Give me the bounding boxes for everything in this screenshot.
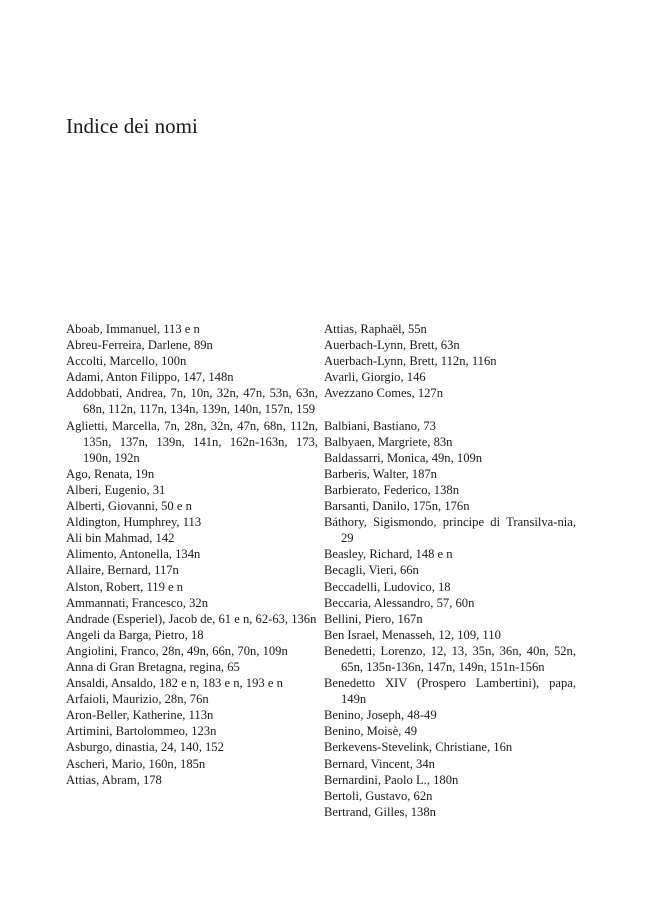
index-entry: Angeli da Barga, Pietro, 18 (66, 627, 204, 642)
index-entry: Becagli, Vieri, 66n (324, 563, 419, 578)
index-entry: Barbierato, Federico, 138n (324, 482, 459, 497)
index-entry: Benino, Moisè, 49 (324, 724, 418, 739)
index-entry: Allaire, Bernard, 117n (66, 563, 179, 578)
index-entry: Alberti, Giovanni, 50 e n (66, 499, 192, 514)
index-entry: Bellini, Piero, 167n (324, 611, 423, 626)
index-entry: Ansaldi, Ansaldo, 182 e n, 183 e n, 193 e n (66, 676, 283, 691)
index-entry: Arfaioli, Maurizio, 28n, 76n (66, 692, 209, 707)
index-entry: Balbiani, Bastiano, 73 (324, 418, 436, 433)
index-entry: Avarli, Giorgio, 146 (324, 370, 426, 385)
index-entry: Aldington, Humphrey, 113 (66, 515, 202, 530)
index-entry: Barberis, Walter, 187n (324, 466, 437, 481)
index-entry: Anna di Gran Bretagna, regina, 65 (66, 659, 240, 674)
index-entry: Ammannati, Francesco, 32n (66, 595, 208, 610)
index-entry: Aboab, Immanuel, 113 e n (66, 322, 200, 336)
index-entry: Barsanti, Danilo, 175n, 176n (324, 499, 470, 514)
index-entry: Beasley, Richard, 148 e n (324, 547, 453, 562)
index-entry: Bernardini, Paolo L., 180n (324, 772, 459, 787)
index-entry: Attias, Abram, 178 (66, 772, 162, 787)
index-entry: Abreu-Ferreira, Darlene, 89n (66, 338, 213, 353)
index-entry: Aron-Beller, Katherine, 113n (66, 708, 214, 723)
index-column-right (324, 321, 576, 820)
index-entry: Benino, Joseph, 48-49 (324, 708, 437, 723)
index-entry: Andrade (Esperiel), Jacob de, 61 e n, 62-63, 136n (66, 611, 317, 626)
page-title: Indice dei nomi (66, 114, 198, 138)
index-entry: Baldassarri, Monica, 49n, 109n (324, 450, 483, 465)
index-entry: Benedetto XIV (Prospero Lambertini), papa, 149n (324, 676, 576, 707)
index-entry: Bertoli, Gustavo, 62n (324, 788, 433, 803)
index-entry: Ben Israel, Menasseh, 12, 109, 110 (324, 627, 501, 642)
index-entry: Bernard, Vincent, 34n (324, 756, 435, 771)
index-entry: Alberi, Eugenio, 31 (66, 482, 166, 497)
index-entry: Addobbati, Andrea, 7n, 10n, 32n, 47n, 53n, 63n, 68n, 112n, 117n, 134n, 139n, 140n, 157n, 159 (66, 386, 318, 417)
index-entry: Aglietti, Marcella, 7n, 28n, 32n, 47n, 68n, 112n, 135n, 137n, 139n, 141n, 162n-163n, 173, 190n, 192n (66, 418, 318, 465)
index-entry: Alston, Robert, 119 e n (66, 579, 184, 594)
index-entry: Ascheri, Mario, 160n, 185n (66, 756, 206, 771)
index-entry: Beccaria, Alessandro, 57, 60n (324, 595, 475, 610)
index-entry: Accolti, Marcello, 100n (66, 354, 187, 369)
index-entry: Angiolini, Franco, 28n, 49n, 66n, 70n, 109n (66, 643, 288, 658)
index-entry: Avezzano Comes, 127n (324, 386, 444, 401)
index-entry: Berkevens-Stevelink, Christiane, 16n (324, 740, 513, 755)
index-entry: Asburgo, dinastia, 24, 140, 152 (66, 740, 224, 755)
index-entry: Attias, Raphaël, 55n (324, 322, 427, 336)
index-entry: Báthory, Sigismondo, principe di Transilva-nia, 29 (324, 515, 576, 546)
index-entry: Auerbach-Lynn, Brett, 63n (324, 338, 460, 353)
index-column-left (66, 321, 318, 788)
index-entry: Adami, Anton Filippo, 147, 148n (66, 370, 234, 385)
index-entry: Beccadelli, Ludovico, 18 (324, 579, 451, 594)
index-entry: Bertrand, Gilles, 138n (324, 804, 436, 819)
index-entry: Alimento, Antonella, 134n (66, 547, 201, 562)
index-entry: Balbyaen, Margriete, 83n (324, 434, 453, 449)
index-entry: Ali bin Mahmad, 142 (66, 531, 175, 546)
index-entry: Auerbach-Lynn, Brett, 112n, 116n (324, 354, 497, 369)
index-entry: Benedetti, Lorenzo, 12, 13, 35n, 36n, 40n, 52n, 65n, 135n-136n, 147n, 149n, 151n-156n (324, 643, 576, 674)
index-entry: Artimini, Bartolommeo, 123n (66, 724, 217, 739)
index-entry: Ago, Renata, 19n (66, 466, 155, 481)
